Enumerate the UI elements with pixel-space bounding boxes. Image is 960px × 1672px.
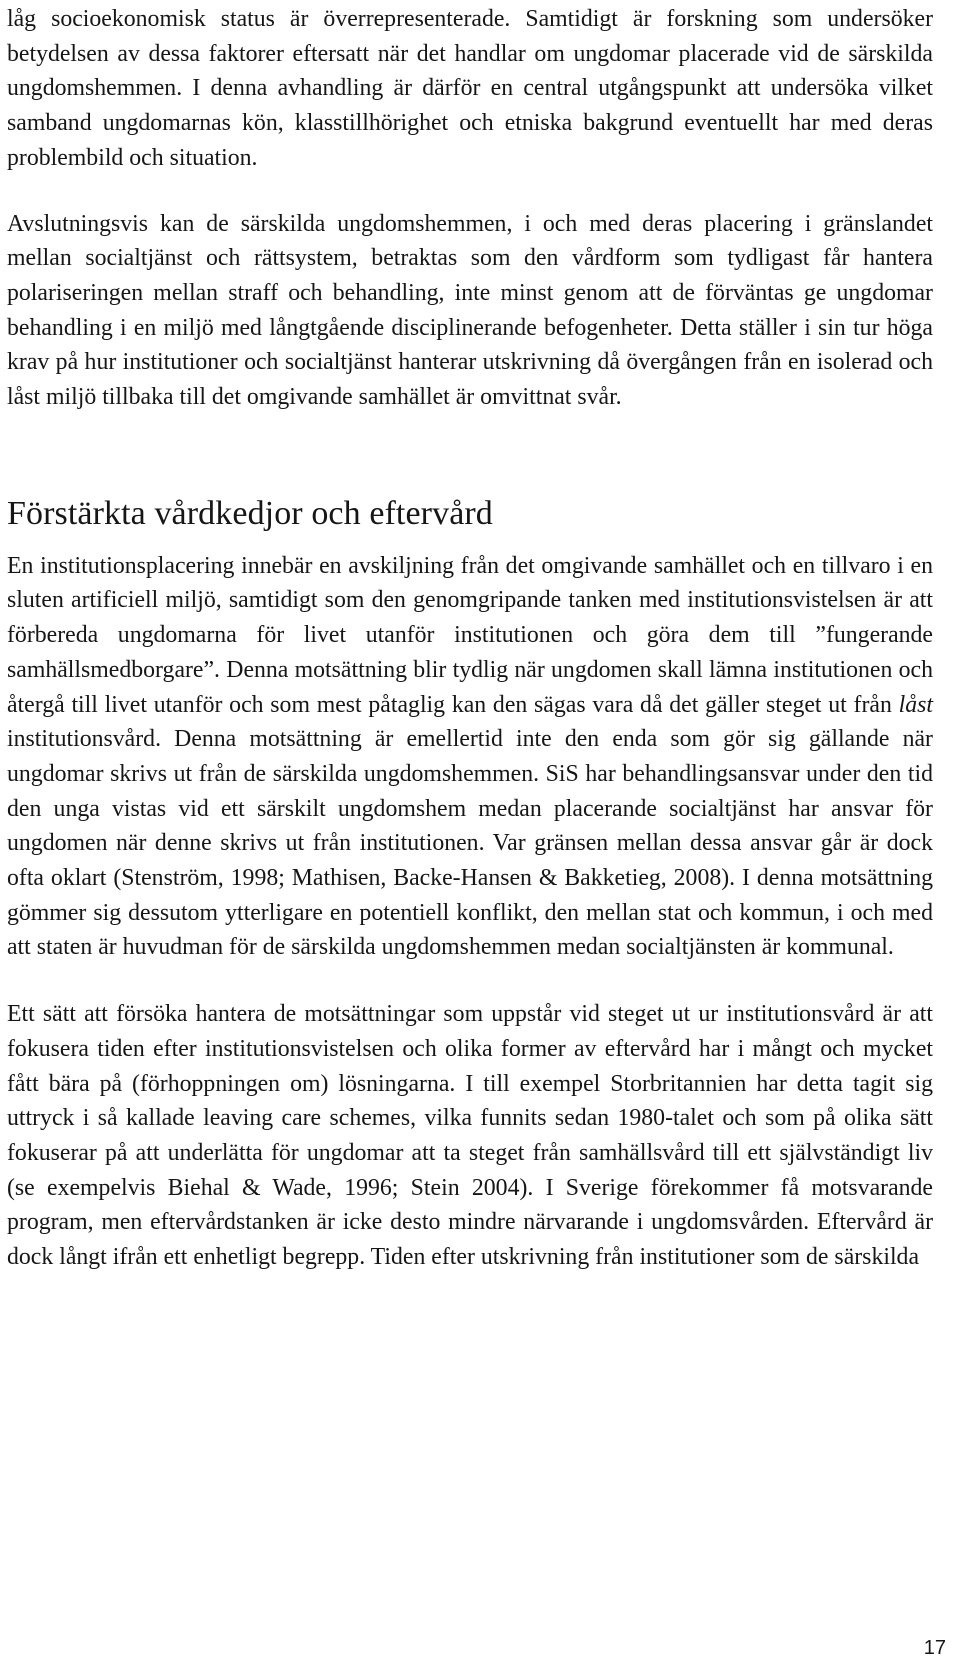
page-number: 17: [923, 1637, 946, 1659]
body-paragraph: Ett sätt att försöka hantera de motsättningar som uppstår vid steget ut ur institutionsvård är att fokusera tiden efter institutionsvistelsen och olika former av eftervård har i mångt och mycket fått bära på (förhoppningen om) lösningarna. I till exempel Storbritannien har detta tagit sig uttryck i så kallade leaving care schemes, vilka funnits sedan 1980-talet och som på olika sätt fokuserar på att underlätta för ungdomar att ta steget från samhällsvård till ett självständigt liv (se exempelvis Biehal & Wade, 1996; Stein 2004). I Sverige förekommer få motsvarande program, men eftervårdstanken är icke desto mindre närvarande i ungdomsvården. Eftervård är dock långt ifrån ett enhetligt begrepp. Tiden efter utskrivning från institutioner som de särskilda: [7, 1001, 933, 1271]
italic-emphasis: låst: [898, 691, 933, 718]
section-heading: Förstärkta vårdkedjor och eftervård: [7, 494, 493, 532]
body-paragraph: låg socioekonomisk status är överrepresenterade. Samtidigt är forskning som undersöker betydelsen av dessa faktorer eftersatt när det handlar om ungdomar placerade vid de särskilda ungdomshemmen. I denna avhandling är därför en central utgångspunkt att undersöka vilket samband ungdomarnas kön, klasstillhörighet och etniska bakgrund eventuellt har med deras problembild och situation.: [7, 6, 933, 171]
document-page: [7, 0, 933, 1275]
body-paragraph: Avslutningsvis kan de särskilda ungdomshemmen, i och med deras placering i gränslandet mellan socialtjänst och rättsystem, betraktas som den vårdform som tydligast får hantera polariseringen mellan straff och behandling, inte minst genom att de förväntas ge ungdomar behandling i en miljö med långtgående disciplinerande befogenheter. Detta ställer i sin tur höga krav på hur institutioner och socialtjänst hanterar utskrivning då övergången från en isolerad och låst miljö tillbaka till det omgivande samhället är omvittnat svår.: [7, 210, 933, 411]
paragraph-text: institutionsvård. Denna motsättning är emellertid inte den enda som gör sig gällande när ungdomar skrivs ut från de särskilda ungdomshemmen. SiS har behandlingsansvar under den tid den unga vistas vid ett särskilt ungdomshem medan placerande socialtjänst har ansvar för ungdomen när denne skrivs ut från institutionen. Var gränsen mellan dessa ansvar går är dock ofta oklart (Stenström, 1998; Mathisen, Backe-Hansen & Bakketieg, 2008). I denna motsättning gömmer sig dessutom ytterligare en potentiell konflikt, den mellan stat och kommun, i och med att staten är huvudman för de särskilda ungdomshemmen medan socialtjänsten är kommunal.: [7, 726, 933, 961]
body-paragraph: [7, 549, 933, 965]
paragraph-text: En institutionsplacering innebär en avskiljning från det omgivande samhället och en tillvaro i en sluten artificiell miljö, samtidigt som den genomgripande tanken med institutionsvistelsen är att förbereda ungdomarna för livet utanför institutionen och göra dem till ”fungerande samhällsmedborgare”. Denna motsättning blir tydlig när ungdomen skall lämna institutionen och återgå till livet utanför och som mest påtaglig kan den sägas vara då det gäller steget ut från: [7, 552, 933, 718]
